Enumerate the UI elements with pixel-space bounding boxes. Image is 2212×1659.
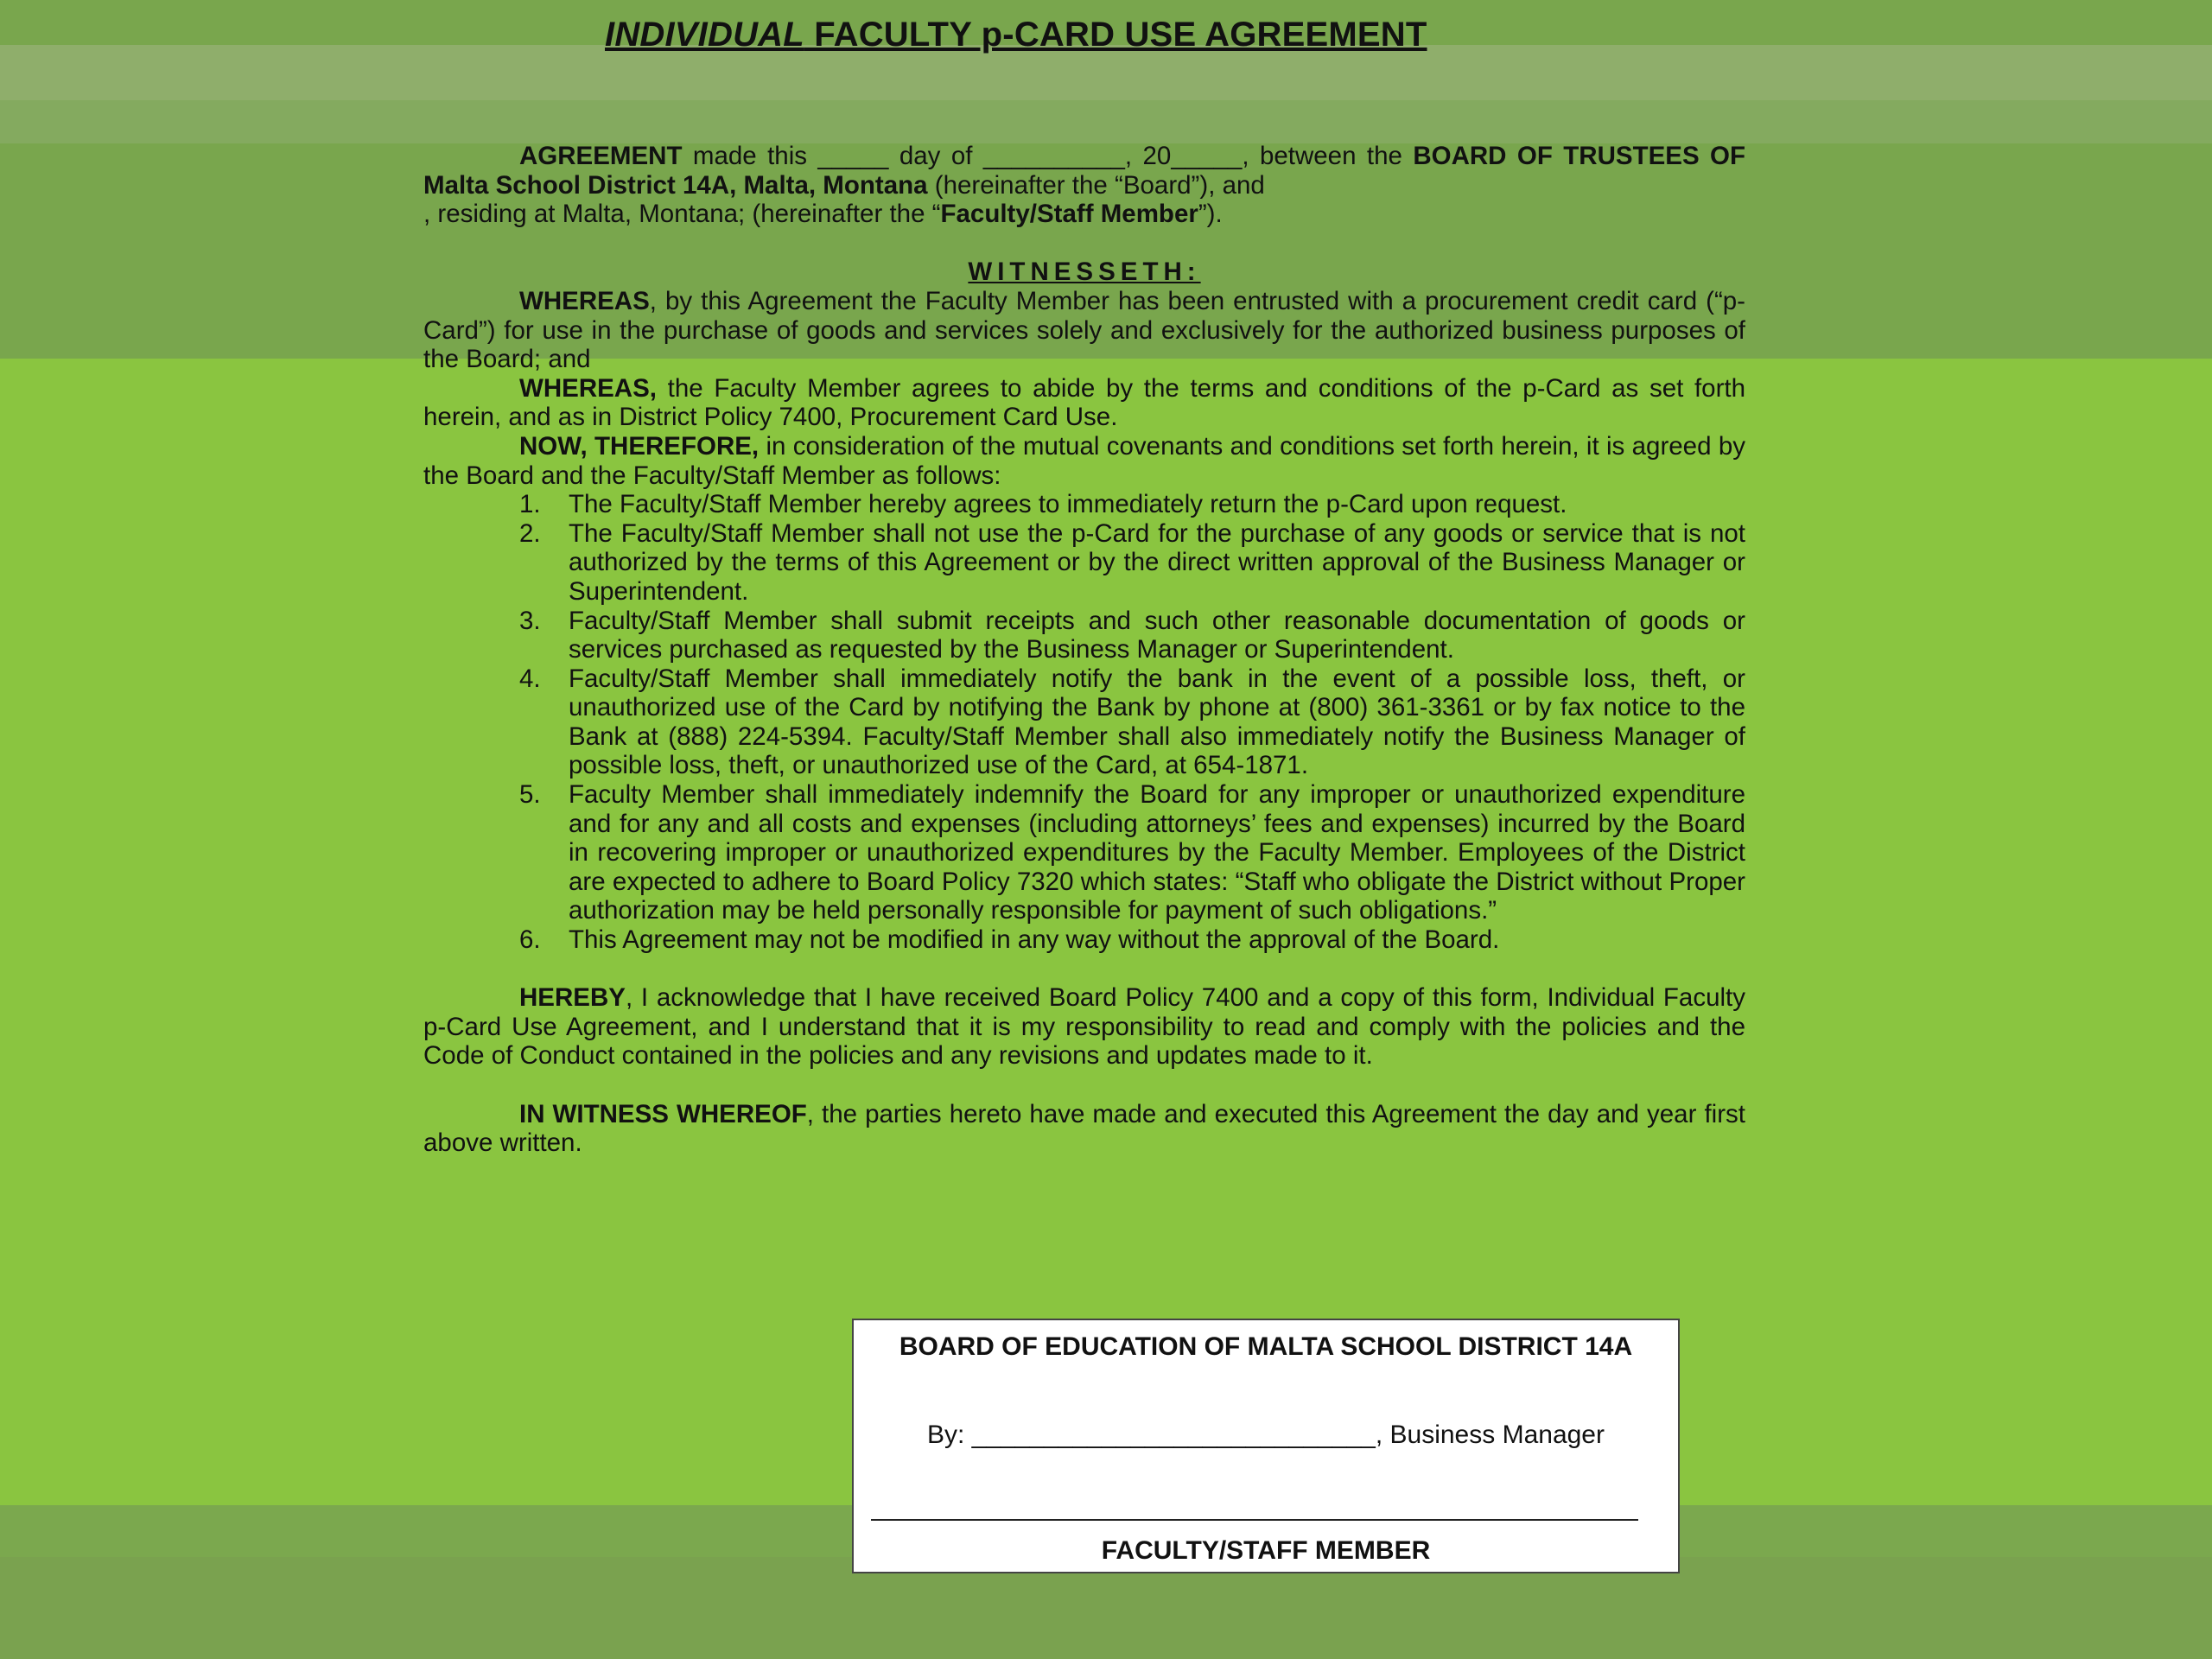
term-item	[423, 519, 1745, 607]
title-rest: FACULTY p-CARD USE AGREEMENT	[804, 16, 1427, 54]
in-witness-paragraph	[423, 1100, 1745, 1158]
member-signature-line[interactable]	[871, 1519, 1638, 1521]
term-text: The Faculty/Staff Member shall not use the p-Card for the purchase of any goods or service that is not authorized by the terms of this Agreement or by the direct written approval of the Business Manager or Superintendent.	[569, 518, 1745, 606]
whereas-paragraph-2	[423, 374, 1745, 432]
witnesseth-heading	[423, 257, 1745, 287]
header-stripe	[0, 100, 2212, 143]
term-text: Faculty Member shall immediately indemnify the Board for any improper or unauthorized expenditure and for any and all costs and expenses (including attorneys’ fees and expenses) incurred by the Board in recovering improper or unauthorized expenditures by the Faculty Member. Employees of the District are expected to adhere to Board Policy 7320 which states: “Staff who obligate the District without Proper authorization may be held personally responsible for payment of such obligations.”	[569, 780, 1745, 925]
intro-paragraph	[423, 142, 1745, 229]
intro-text: ”).	[1198, 200, 1223, 229]
now-therefore-text: in consideration of the mutual covenants and conditions set forth herein, it is agreed by the Board and the Faculty/Staff Member as follows:	[423, 431, 1745, 490]
in-witness-bold: IN WITNESS WHEREOF	[519, 1099, 807, 1128]
now-therefore-bold: NOW, THEREFORE,	[519, 431, 760, 461]
whereas-text: the Faculty Member agrees to abide by the terms and conditions of the p-Card as set forth herein, and as in District Policy 7400, Procurement Card Use.	[423, 373, 1745, 432]
term-text: Faculty/Staff Member shall immediately notify the bank in the event of a possible loss, theft, or unauthorized use of the Card by notifying the Bank by phone at (800) 361-3361 or by fax notice to the Bank at (888) 224-5394. Faculty/Staff Member shall also immediately notify the Business Manager of possible loss, theft, or unauthorized use of the Card, at 654-1871.	[569, 664, 1745, 780]
whereas-paragraph-1	[423, 287, 1745, 374]
now-therefore-paragraph	[423, 432, 1745, 490]
term-number: 6.	[519, 925, 541, 955]
member-signature-label: FACULTY/STAFF MEMBER	[1101, 1536, 1431, 1565]
term-item	[423, 780, 1745, 925]
term-item	[423, 925, 1745, 955]
term-text: Faculty/Staff Member shall submit receipts and such other reasonable documentation of goods or services purchased as requested by the Business Manager or Superintendent.	[569, 606, 1745, 664]
term-item	[423, 490, 1745, 519]
intro-bold-agreement: AGREEMENT	[519, 142, 683, 170]
intro-text: made this _____ day of __________, 20_____, between the	[682, 142, 1414, 170]
in-witness-text: , the parties hereto have made and executed this Agreement the day and year first above written.	[423, 1099, 1745, 1158]
intro-text: (hereinafter the “Board”), and	[927, 170, 1265, 200]
signature-block	[852, 1319, 1680, 1573]
hereby-paragraph	[423, 983, 1745, 1071]
hereby-text: , I acknowledge that I have received Board Policy 7400 and a copy of this form, Individual Faculty p-Card Use Agreement, and I understand that it is my responsibility to read and comply with the policies and the Code of Conduct contained in the policies and any revisions and updates made to it.	[423, 983, 1745, 1071]
signature-heading: BOARD OF EDUCATION OF MALTA SCHOOL DISTRICT 14A	[899, 1332, 1633, 1361]
terms-list	[423, 490, 1745, 955]
term-text: This Agreement may not be modified in any way without the approval of the Board.	[569, 925, 1500, 955]
witnesseth-text: WITNESSETH:	[968, 257, 1201, 287]
agreement-body	[423, 142, 1745, 1158]
hereby-bold: HEREBY	[519, 983, 626, 1013]
whereas-bold: WHEREAS,	[519, 373, 657, 403]
term-number: 1.	[519, 490, 541, 519]
whereas-bold: WHEREAS	[519, 286, 650, 315]
term-item	[423, 607, 1745, 664]
business-manager-signature-line[interactable]: By: ____________________________, Business Manager	[927, 1421, 1605, 1449]
intro-bold-board: BOARD OF TRUSTEES OF Malta School District 14A, Malta, Montana	[423, 142, 1746, 200]
term-number: 5.	[519, 780, 541, 810]
whereas-text: , by this Agreement the Faculty Member has been entrusted with a procurement credit card (“p-Card”) for use in the purchase of goods and services solely and exclusively for the authorized business purposes of the Board; and	[423, 286, 1745, 374]
term-number: 4.	[519, 664, 541, 693]
term-text: The Faculty/Staff Member hereby agrees to immediately return the p-Card upon request.	[569, 490, 1567, 519]
term-item	[423, 664, 1745, 780]
title-italic: INDIVIDUAL	[605, 16, 804, 54]
term-number: 3.	[519, 606, 541, 635]
document-title	[605, 16, 1427, 54]
intro-text: , residing at Malta, Montana; (hereinafter the “	[423, 200, 941, 229]
intro-bold-member: Faculty/Staff Member	[940, 200, 1198, 229]
term-number: 2.	[519, 518, 541, 548]
